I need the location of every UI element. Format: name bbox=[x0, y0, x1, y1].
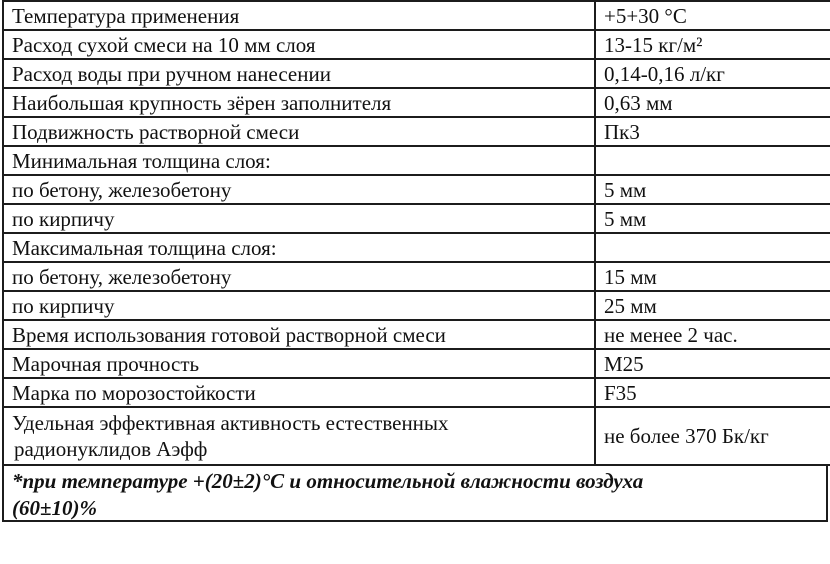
section-heading-cell: Максимальная толщина слоя: bbox=[3, 233, 595, 262]
param-cell: по бетону, железобетону bbox=[3, 262, 595, 291]
param-cell: Расход сухой смеси на 10 мм слоя bbox=[3, 30, 595, 59]
value-cell: не более 370 Бк/кг bbox=[595, 407, 830, 465]
value-cell: 25 мм bbox=[595, 291, 830, 320]
param-cell: Расход воды при ручном нанесении bbox=[3, 59, 595, 88]
table-row bbox=[3, 378, 830, 407]
table-row bbox=[3, 320, 830, 349]
value-cell: F35 bbox=[595, 378, 830, 407]
table-row bbox=[3, 233, 830, 262]
spec-table bbox=[2, 0, 830, 466]
table-row bbox=[3, 175, 830, 204]
section-heading-cell: Минимальная толщина слоя: bbox=[3, 146, 595, 175]
param-line: Удельная эффективная активность естественных bbox=[12, 411, 449, 435]
table-row bbox=[3, 407, 830, 465]
value-cell: 5 мм bbox=[595, 175, 830, 204]
value-cell: 5 мм bbox=[595, 204, 830, 233]
value-cell: 0,14-0,16 л/кг bbox=[595, 59, 830, 88]
table-row bbox=[3, 1, 830, 30]
value-cell: 15 мм bbox=[595, 262, 830, 291]
footnote-line: *при температуре +(20±2)°С и относительной влажности воздуха bbox=[12, 469, 644, 493]
value-cell: не менее 2 час. bbox=[595, 320, 830, 349]
table-row bbox=[3, 117, 830, 146]
param-cell: по кирпичу bbox=[3, 204, 595, 233]
param-cell: Время использования готовой растворной смеси bbox=[3, 320, 595, 349]
param-cell: Марочная прочность bbox=[3, 349, 595, 378]
table-row bbox=[3, 204, 830, 233]
footnote-line: (60±10)% bbox=[12, 496, 98, 520]
param-cell: Марка по морозостойкости bbox=[3, 378, 595, 407]
table-row bbox=[3, 349, 830, 378]
param-cell: Температура применения bbox=[3, 1, 595, 30]
footnote bbox=[2, 466, 828, 522]
param-cell bbox=[3, 407, 595, 465]
param-cell: Наибольшая крупность зёрен заполнителя bbox=[3, 88, 595, 117]
table-row bbox=[3, 262, 830, 291]
param-cell: Подвижность растворной смеси bbox=[3, 117, 595, 146]
table-row bbox=[3, 59, 830, 88]
param-cell: по бетону, железобетону bbox=[3, 175, 595, 204]
value-cell: +5+30 °С bbox=[595, 1, 830, 30]
param-cell: по кирпичу bbox=[3, 291, 595, 320]
table-row bbox=[3, 146, 830, 175]
value-cell bbox=[595, 233, 830, 262]
table-row bbox=[3, 291, 830, 320]
value-cell: 13-15 кг/м² bbox=[595, 30, 830, 59]
value-cell: Пк3 bbox=[595, 117, 830, 146]
param-line: радионуклидов Аэфф bbox=[14, 437, 208, 461]
spec-sheet bbox=[2, 0, 828, 522]
value-cell bbox=[595, 146, 830, 175]
table-row bbox=[3, 30, 830, 59]
value-cell: М25 bbox=[595, 349, 830, 378]
table-row bbox=[3, 88, 830, 117]
value-cell: 0,63 мм bbox=[595, 88, 830, 117]
